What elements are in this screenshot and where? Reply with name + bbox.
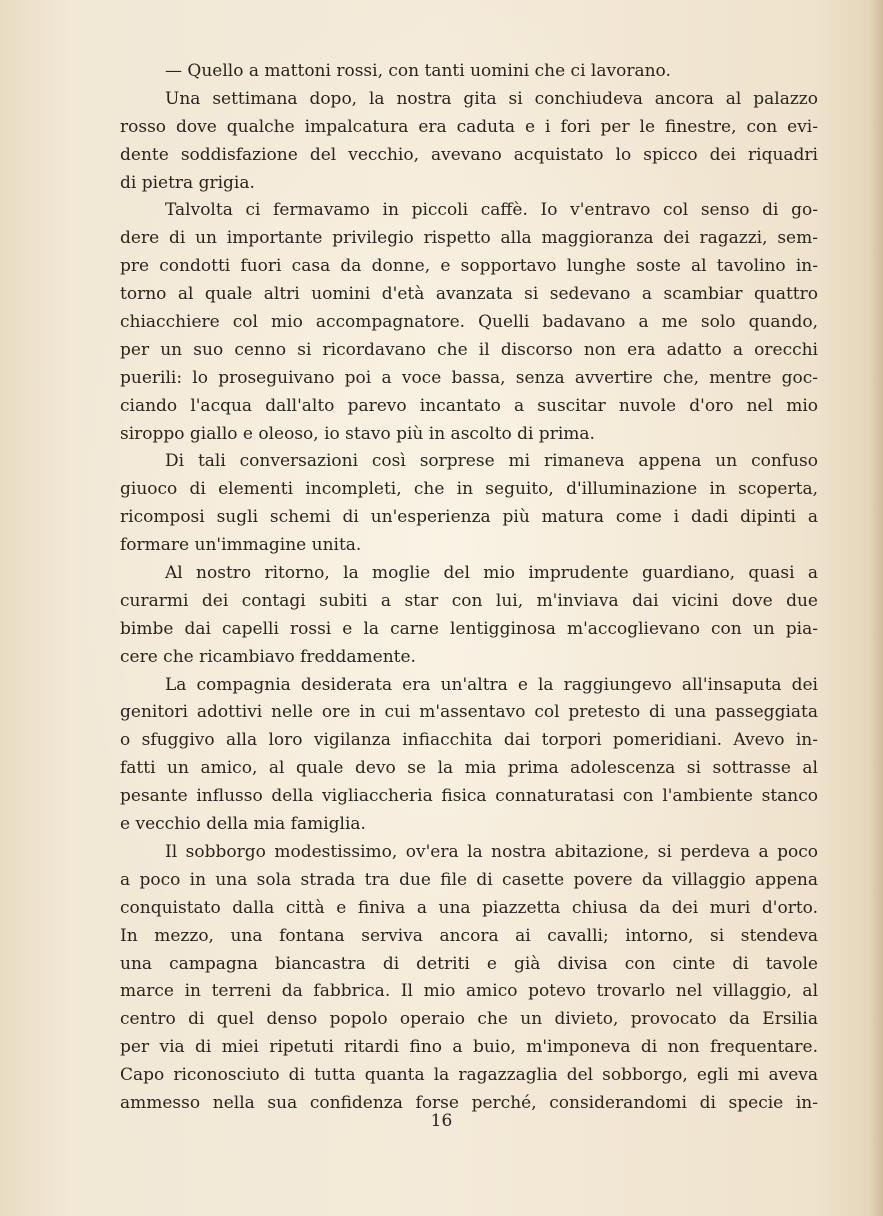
- text-line: Di tali conversazioni così sorprese mi rimaneva appena un confuso: [165, 451, 818, 472]
- text-line: e vecchio della mia famiglia.: [120, 814, 366, 835]
- text-line: Capo riconosciuto di tutta quanta la ragazzaglia del sobborgo, egli mi aveva: [120, 1065, 818, 1086]
- text-line: di pietra grigia.: [120, 172, 255, 193]
- text-line: dere di un importante privilegio rispetto alla maggioranza dei ragazzi, sem-: [120, 228, 818, 249]
- text-line: curarmi dei contagi subiti a star con lui, m'inviava dai vicini dove due: [120, 590, 818, 611]
- text-line: marce in terreni da fabbrica. Il mio amico potevo trovarlo nel villaggio, al: [120, 981, 818, 1002]
- text-line: Al nostro ritorno, la moglie del mio imprudente guardiano, quasi a: [165, 563, 818, 584]
- text-line: In mezzo, una fontana serviva ancora ai cavalli; intorno, si stendeva: [120, 925, 818, 946]
- text-line: genitori adottivi nelle ore in cui m'assentavo col pretesto di una passeggiata: [120, 702, 818, 723]
- text-line: centro di quel denso popolo operaio che un divieto, provocato da Ersilia: [120, 1009, 818, 1030]
- text-line: bimbe dai capelli rossi e la carne lentigginosa m'accoglievano con un pia-: [120, 618, 818, 639]
- text-line: una campagna biancastra di detriti e già divisa con cinte di tavole: [120, 953, 818, 974]
- text-line: torno al quale altri uomini d'età avanzata si sedevano a scambiar quattro: [120, 284, 818, 305]
- text-line: puerili: lo proseguivano poi a voce bassa, senza avvertire che, mentre goc-: [120, 367, 818, 388]
- text-line: conquistato dalla città e finiva a una piazzetta chiusa da dei muri d'orto.: [120, 897, 818, 918]
- text-line: a poco in una sola strada tra due file di casette povere da villaggio appena: [120, 869, 818, 890]
- text-line: per via di miei ripetuti ritardi fino a buio, m'imponeva di non frequentare.: [120, 1037, 818, 1058]
- text-line: giuoco di elementi incompleti, che in seguito, d'illuminazione in scoperta,: [120, 479, 818, 500]
- text-line: pre condotti fuori casa da donne, e sopportavo lunghe soste al tavolino in-: [120, 256, 818, 277]
- text-line: rosso dove qualche impalcatura era caduta e i fori per le finestre, con evi-: [120, 116, 818, 137]
- text-line: per un suo cenno si ricordavano che il discorso non era adatto a orecchi: [120, 339, 818, 360]
- text-line: fatti un amico, al quale devo se la mia prima adolescenza si sottrasse al: [120, 758, 818, 779]
- text-line: chiacchiere col mio accompagnatore. Quelli badavano a me solo quando,: [120, 312, 818, 333]
- text-line: siroppo giallo e oleoso, io stavo più in ascolto di prima.: [120, 423, 595, 444]
- text-line: Talvolta ci fermavamo in piccoli caffè. Io v'entravo col senso di go-: [165, 200, 818, 221]
- text-line: Una settimana dopo, la nostra gita si conchiudeva ancora al palazzo: [165, 88, 818, 109]
- body-text: [120, 58, 818, 1118]
- text-line: ciando l'acqua dall'alto parevo incantato a suscitar nuvole d'oro nel mio: [120, 395, 818, 416]
- text-line: o sfuggivo alla loro vigilanza infiacchita dai torpori pomeridiani. Avevo in-: [120, 730, 818, 751]
- page-number: 16: [430, 1111, 453, 1131]
- text-line: La compagnia desiderata era un'altra e la raggiungevo all'insaputa dei: [165, 674, 818, 695]
- text-line: dente soddisfazione del vecchio, avevano acquistato lo spicco dei riquadri: [120, 144, 818, 165]
- text-line: Il sobborgo modestissimo, ov'era la nostra abitazione, si perdeva a poco: [165, 841, 818, 862]
- text-line: pesante influsso della vigliaccheria fisica connaturatasi con l'ambiente stanco: [120, 786, 818, 807]
- text-line: formare un'immagine unita.: [120, 535, 362, 556]
- text-line: — Quello a mattoni rossi, con tanti uomini che ci lavorano.: [165, 61, 671, 81]
- text-line: ammesso nella sua confidenza forse perché, considerandomi di specie in-: [120, 1092, 818, 1113]
- text-line: cere che ricambiavo freddamente.: [120, 646, 416, 667]
- text-line: ricomposi sugli schemi di un'esperienza più matura come i dadi dipinti a: [120, 507, 818, 528]
